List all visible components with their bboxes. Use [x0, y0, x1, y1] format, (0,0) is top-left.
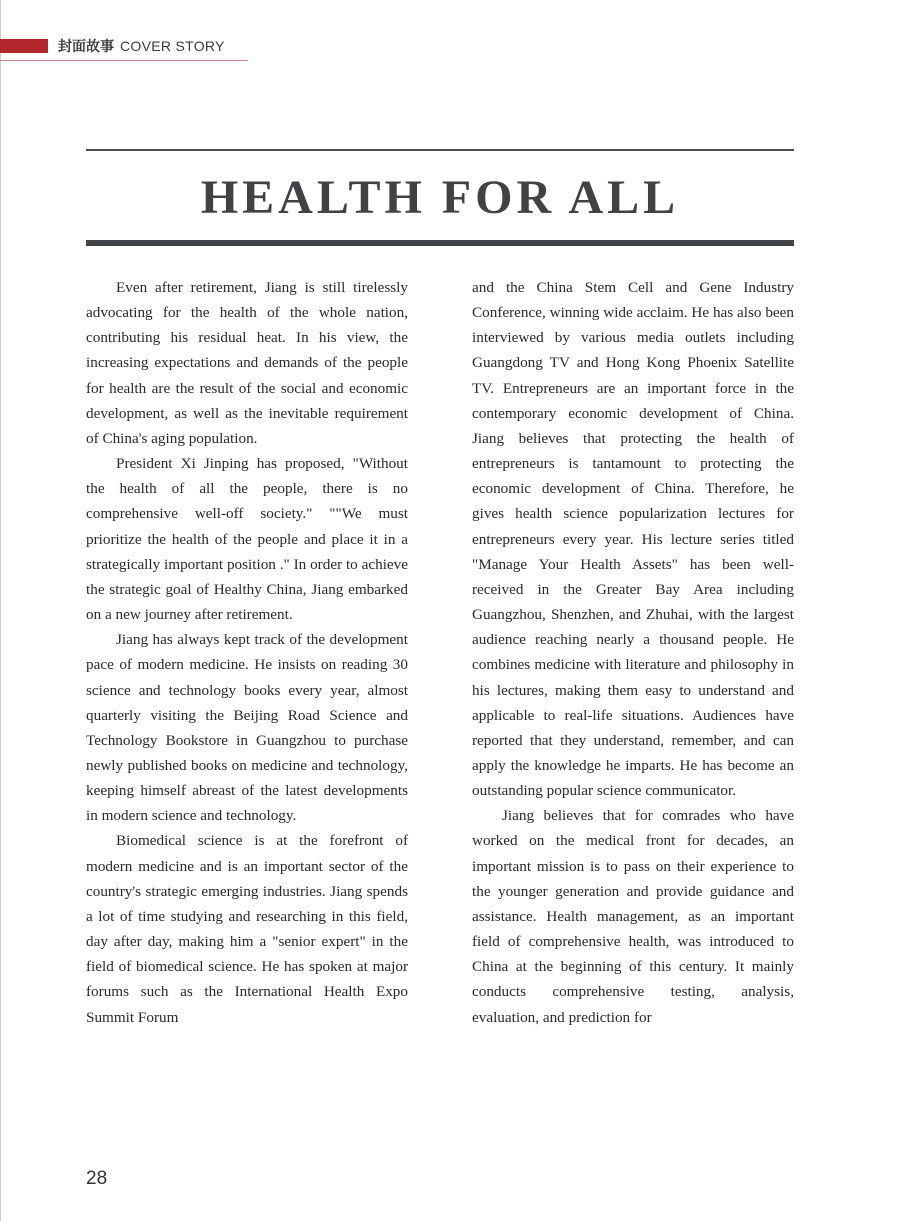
section-header — [58, 37, 225, 55]
left-column — [86, 275, 408, 1030]
title-bottom-rule — [86, 240, 794, 246]
article-title: HEALTH FOR ALL — [200, 171, 680, 224]
right-column — [472, 275, 794, 1030]
section-label-chinese: 封面故事 — [58, 39, 114, 55]
section-label-english: COVER STORY — [120, 38, 225, 54]
section-color-bar — [0, 39, 48, 53]
page-number: 28 — [86, 1168, 108, 1189]
title-top-rule — [86, 149, 794, 151]
paragraph: Jiang believes that for comrades who have worked on the medical front for decades, an important mission is to pass on their experience to the younger generation and provide guidance and assistance. Health management, as an important field of comprehensive health, was introduced to China at the beginning of this century. It mainly conducts comprehensive testing, analysis, evaluation, and prediction for — [472, 807, 794, 1026]
paragraph: Biomedical science is at the forefront of modern medicine and is an important sector of the country's strategic emerging industries. Jiang spends a lot of time studying and researching in this field, day after day, making him a "senior expert" in the field of biomedical science. He has spoken at major forums such as the International Health Expo Summit Forum — [86, 832, 408, 1026]
header-divider — [0, 60, 248, 61]
paragraph: Jiang has always kept track of the development pace of modern medicine. He insists on reading 30 science and technology books every year, almost quarterly visiting the Beijing Road Science and Technology Bookstore in Guangzhou to purchase newly published books on medicine and technology, keeping himself abreast of the latest developments in modern science and technology. — [86, 631, 408, 825]
page-edge-line — [0, 0, 1, 1221]
paragraph: President Xi Jinping has proposed, "Without the health of all the people, there is no comprehensive well-off society." ""We must prioritize the health of the people and place it in a strategically important position ." In order to achieve the strategic goal of Healthy China, Jiang embarked on a new journey after retirement. — [86, 455, 408, 624]
paragraph-continued: and the China Stem Cell and Gene Industry Conference, winning wide acclaim. He has also been interviewed by various media outlets including Guangdong TV and Hong Kong Phoenix Satellite TV. Entrepreneurs are an important force in the contemporary economic development of China. Jiang believes that protecting the health of entrepreneurs is tantamount to protecting the economic development of China. Therefore, he gives health science popularization lectures for entrepreneurs every year. His lecture series titled "Manage Your Health Assets" has been well-received in the Greater Bay Area including Guangzhou, Shenzhen, and Zhuhai, with the largest audience reaching nearly a thousand people. He combines medicine with literature and philosophy in his lectures, making them easy to understand and applicable to real-life situations. Audiences have reported that they understand, remember, and can apply the knowledge he imparts. He has become an outstanding popular science communicator. — [472, 279, 794, 800]
paragraph: Even after retirement, Jiang is still tirelessly advocating for the health of the whole nation, contributing his residual heat. In his view, the increasing expectations and demands of the people for health are the result of the social and economic development, as well as the inevitable requirement of China's aging population. — [86, 279, 408, 447]
